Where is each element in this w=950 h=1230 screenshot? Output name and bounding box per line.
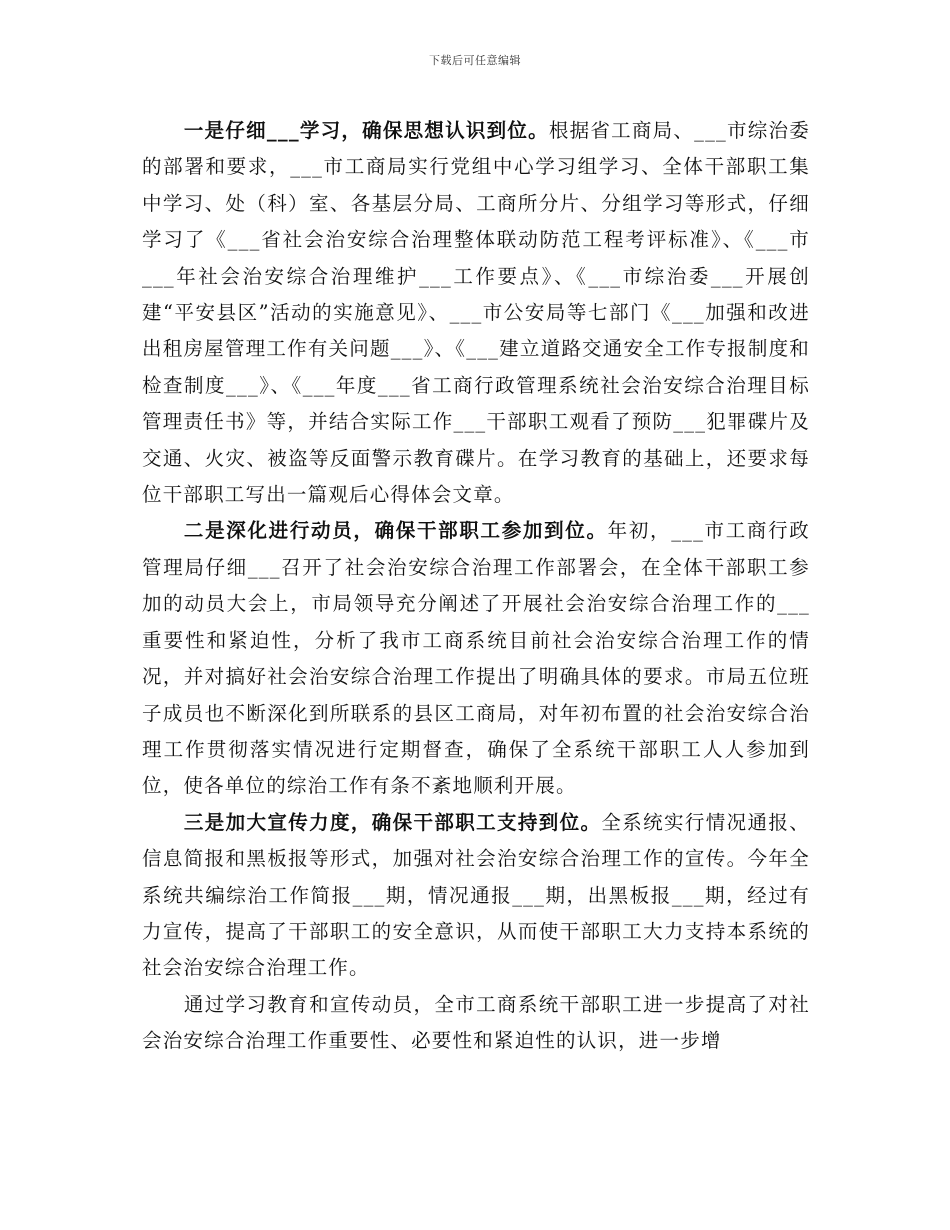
paragraph-publicity [142, 805, 810, 987]
paragraph-text: 根据省工商局、___市综治委的部署和要求，___市工商局实行党组中心学习组学习、全体干部职工集中学习、处（科）室、各基层分局、工商所分片、分组学习等形式，仔细学习了《___省社会治安综合治理整体联动防范工程考评标准》、《___市___年社会治安综合治理维护___工作要点》、《___市综治委___开展创建“平安县区”活动的实施意见》、___市公安局等七部门《___加强和改进出租房屋管理工作有关问题___》、《___建立道路交通安全工作专报制度和检查制度___》、《___年度___省工商行政管理系统社会治安综合治理目标管理责任书》等，并结合实际工作___干部职工观看了预防___犯罪碟片及交通、火灾、被盗等反面警示教育碟片。在学习教育的基础上，还要求每位干部职工写出一篇观后心得体会文章。 [142, 119, 810, 507]
paragraph-lead: 二是深化进行动员，确保干部职工参加到位。 [183, 519, 608, 543]
paragraph-mobilize [142, 513, 810, 804]
paragraph-conclusion [142, 987, 810, 1060]
page-header: 下载后可任意编辑 [429, 54, 521, 67]
document-body [142, 113, 810, 1060]
paragraph-text: 通过学习教育和宣传动员，全市工商系统干部职工进一步提高了对社会治安综合治理工作重要性、必要性和紧迫性的认识，进一步增 [142, 992, 810, 1053]
paragraph-text: 年初，___市工商行政管理局仔细___召开了社会治安综合治理工作部署会，在全体干部职工参加的动员大会上，市局领导充分阐述了开展社会治安综合治理工作的___重要性和紧迫性，分析了我市工商系统目前社会治安综合治理工作的情况，并对搞好社会治安综合治理工作提出了明确具体的要求。市局五位班子成员也不断深化到所联系的县区工商局，对年初布置的社会治安综合治理工作贯彻落实情况进行定期督查，确保了全系统干部职工人人参加到位，使各单位的综治工作有条不紊地顺利开展。 [142, 519, 810, 798]
paragraph-study [142, 113, 810, 513]
paragraph-lead: 三是加大宣传力度，确保干部职工支持到位。 [183, 810, 602, 834]
paragraph-text: 全系统实行情况通报、信息简报和黑板报等形式，加强对社会治安综合治理工作的宣传。今年全系统共编综治工作简报___期，情况通报___期，出黑板报___期，经过有力宣传，提高了干部职工的安全意识，从而使干部职工大力支持本系统的社会治安综合治理工作。 [142, 810, 810, 980]
paragraph-lead: 一是仔细___学习，确保思想认识到位。 [183, 119, 549, 142]
